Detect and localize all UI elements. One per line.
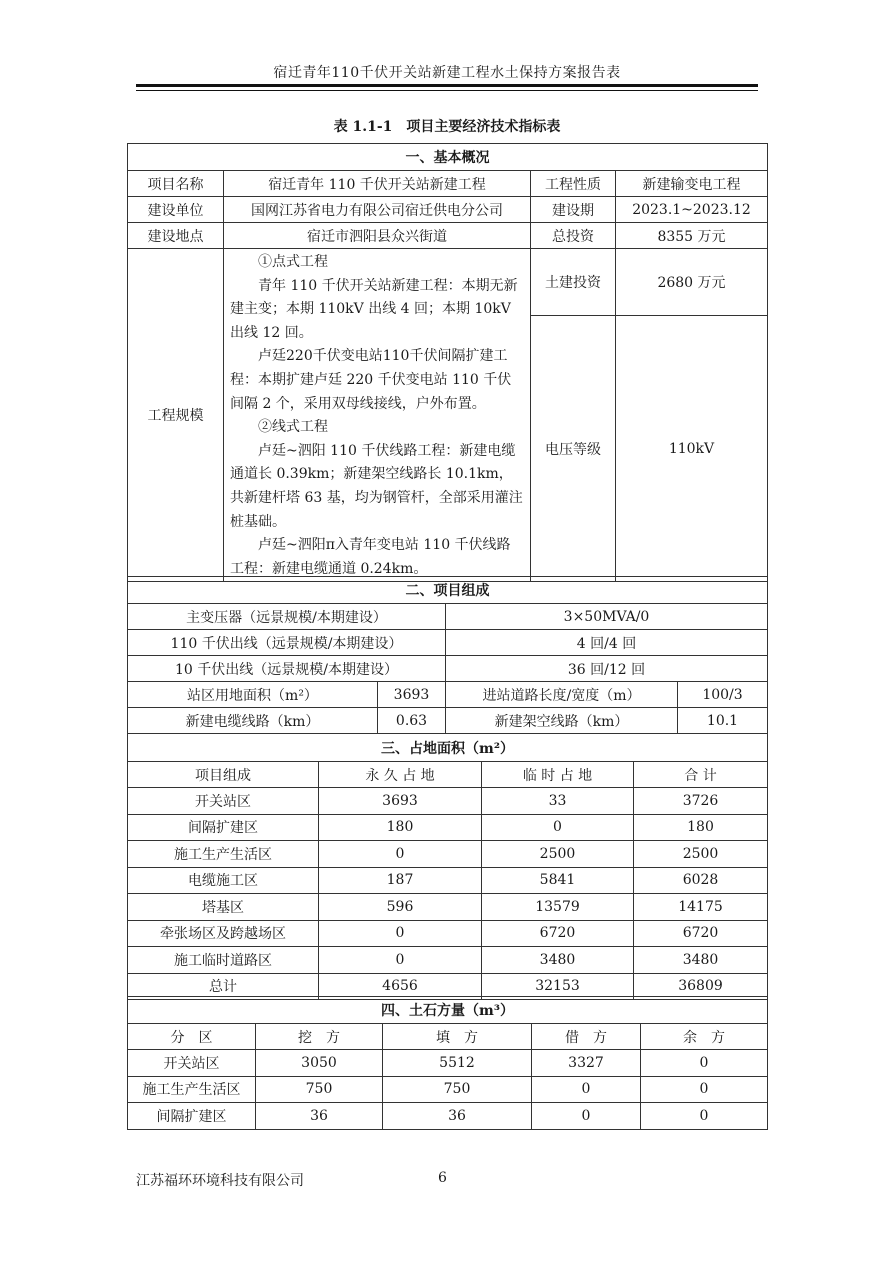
table-row — [128, 1050, 768, 1077]
label-cell: 工程规模 — [128, 249, 224, 582]
table-row — [128, 1103, 768, 1130]
label-cell: 总投资 — [531, 223, 616, 249]
value-cell: 4 回/4 回 — [446, 630, 768, 656]
basic-overview-table — [127, 143, 768, 582]
table-cell: 0 — [532, 1103, 641, 1130]
scale-para: ①点式工程 — [258, 254, 328, 270]
column-header: 项目组成 — [128, 762, 319, 788]
table-row — [128, 656, 768, 682]
table-cell: 施工生产生活区 — [128, 1076, 256, 1103]
page-header: 宿迁青年110千伏开关站新建工程水土保持方案报告表 — [273, 65, 621, 81]
table-cell: 3726 — [634, 788, 768, 815]
table-cell: 0 — [319, 920, 482, 947]
value-cell: 宿迁青年 110 千伏开关站新建工程 — [224, 171, 531, 197]
header-rule-thick — [136, 84, 758, 87]
table-cell: 36 — [383, 1103, 532, 1130]
table-cell: 0 — [641, 1103, 768, 1130]
table-cell: 塔基区 — [128, 894, 319, 921]
scale-para: ②线式工程 — [258, 419, 328, 436]
table-cell: 2500 — [634, 841, 768, 868]
table-cell: 32153 — [482, 973, 634, 1000]
table-cell: 间隔扩建区 — [128, 1103, 256, 1130]
value-cell: 2023.1~2023.12 — [616, 197, 768, 223]
value-cell: 国网江苏省电力有限公司宿迁供电分公司 — [224, 197, 531, 223]
value-cell: 10.1 — [678, 708, 768, 734]
land-occupation-table — [127, 733, 768, 1000]
label-cell: 建设期 — [531, 197, 616, 223]
label-cell: 新建架空线路（km） — [446, 708, 678, 734]
table-cell: 3050 — [256, 1050, 383, 1077]
header-rule-thin — [136, 90, 758, 91]
table-row — [128, 894, 768, 921]
value-cell: 0.63 — [378, 708, 446, 734]
label-cell: 站区用地面积（m²） — [128, 682, 378, 708]
table-cell: 施工生产生活区 — [128, 841, 319, 868]
label-cell: 建设单位 — [128, 197, 224, 223]
scale-description — [224, 249, 531, 582]
section-title: 一、基本概况 — [128, 144, 768, 171]
label-cell: 建设地点 — [128, 223, 224, 249]
label-cell: 进站道路长度/宽度（m） — [446, 682, 678, 708]
section-title: 三、占地面积（m²） — [128, 734, 768, 762]
table-cell: 14175 — [634, 894, 768, 921]
table-cell: 总计 — [128, 973, 319, 1000]
value-cell: 110kV — [616, 316, 768, 582]
column-header: 余 方 — [641, 1024, 768, 1050]
table-cell: 施工临时道路区 — [128, 947, 319, 974]
table-cell: 187 — [319, 867, 482, 894]
table-cell: 3480 — [634, 947, 768, 974]
table-row — [128, 920, 768, 947]
section-title: 四、土石方量（m³） — [128, 997, 768, 1024]
table-cell: 0 — [532, 1076, 641, 1103]
label-cell: 项目名称 — [128, 171, 224, 197]
column-header: 填 方 — [383, 1024, 532, 1050]
column-header: 挖 方 — [256, 1024, 383, 1050]
table-header-row — [128, 762, 768, 788]
label-cell: 主变压器（远景规模/本期建设） — [128, 604, 446, 630]
page-number: 6 — [438, 1170, 447, 1186]
table-cell: 6720 — [634, 920, 768, 947]
table-cell: 3693 — [319, 788, 482, 815]
table-row — [128, 708, 768, 734]
value-cell: 2680 万元 — [616, 249, 768, 316]
label-cell: 110 千伏出线（远景规模/本期建设） — [128, 630, 446, 656]
column-header: 合 计 — [634, 762, 768, 788]
table-caption: 表 1.1-1 项目主要经济技术指标表 — [333, 119, 561, 135]
table-cell: 5512 — [383, 1050, 532, 1077]
column-header: 永 久 占 地 — [319, 762, 482, 788]
table-cell: 0 — [641, 1076, 768, 1103]
table-cell: 6028 — [634, 867, 768, 894]
table-cell: 180 — [634, 814, 768, 841]
table-cell: 间隔扩建区 — [128, 814, 319, 841]
table-cell: 33 — [482, 788, 634, 815]
table-cell: 36809 — [634, 973, 768, 1000]
table-cell: 750 — [256, 1076, 383, 1103]
table-row — [128, 604, 768, 630]
value-cell: 8355 万元 — [616, 223, 768, 249]
table-row — [128, 947, 768, 974]
table-row — [128, 630, 768, 656]
table-cell: 0 — [319, 947, 482, 974]
project-composition-table — [127, 576, 768, 734]
value-cell: 3693 — [378, 682, 446, 708]
scale-para: 卢廷220千伏变电站110千伏间隔扩建工程：本期扩建卢廷 220 千伏变电站 110 千伏间隔 2 个，采用双母线接线，户外布置。 — [230, 348, 512, 412]
label-cell: 土建投资 — [531, 249, 616, 316]
table-cell: 5841 — [482, 867, 634, 894]
footer-company: 江苏福环环境科技有限公司 — [136, 1173, 304, 1189]
table-row — [128, 197, 768, 223]
table-cell: 电缆施工区 — [128, 867, 319, 894]
table-cell: 开关站区 — [128, 1050, 256, 1077]
table-header-row — [128, 1024, 768, 1050]
scale-para: 卢廷~泗阳 110 千伏线路工程：新建电缆通道长 0.39km；新建架空线路长 10.1km，共新建杆塔 63 基，均为钢管杆，全部采用灌注桩基础。 — [230, 442, 523, 530]
value-cell: 新建输变电工程 — [616, 171, 768, 197]
value-cell: 宿迁市泗阳县众兴街道 — [224, 223, 531, 249]
table-cell: 2500 — [482, 841, 634, 868]
table-cell: 180 — [319, 814, 482, 841]
table-row — [128, 867, 768, 894]
value-cell: 36 回/12 回 — [446, 656, 768, 682]
table-cell: 0 — [482, 814, 634, 841]
table-cell: 开关站区 — [128, 788, 319, 815]
table-row — [128, 682, 768, 708]
label-cell: 新建电缆线路（km） — [128, 708, 378, 734]
table-cell: 750 — [383, 1076, 532, 1103]
column-header: 借 方 — [532, 1024, 641, 1050]
label-cell: 工程性质 — [531, 171, 616, 197]
table-row — [128, 841, 768, 868]
table-row — [128, 1076, 768, 1103]
table-cell: 6720 — [482, 920, 634, 947]
table-cell: 0 — [319, 841, 482, 868]
table-cell: 0 — [641, 1050, 768, 1077]
scale-para: 青年 110 千伏开关站新建工程：本期无新建主变；本期 110kV 出线 4 回；本期 10kV 出线 12 回。 — [230, 277, 518, 341]
table-cell: 36 — [256, 1103, 383, 1130]
table-cell: 牵张场区及跨越场区 — [128, 920, 319, 947]
column-header: 分 区 — [128, 1024, 256, 1050]
table-row — [128, 223, 768, 249]
value-cell: 100/3 — [678, 682, 768, 708]
table-cell: 3327 — [532, 1050, 641, 1077]
table-cell: 3480 — [482, 947, 634, 974]
table-cell: 4656 — [319, 973, 482, 1000]
value-cell: 3×50MVA/0 — [446, 604, 768, 630]
section-title: 二、项目组成 — [128, 577, 768, 604]
table-cell: 13579 — [482, 894, 634, 921]
earthwork-table — [127, 996, 768, 1130]
label-cell: 10 千伏出线（远景规模/本期建设） — [128, 656, 446, 682]
table-row — [128, 814, 768, 841]
scale-para: 卢廷~泗阳π入青年变电站 110 千伏线路工程：新建电缆通道 0.24km。 — [230, 537, 511, 577]
label-cell: 电压等级 — [531, 316, 616, 582]
table-cell: 596 — [319, 894, 482, 921]
table-row — [128, 171, 768, 197]
column-header: 临 时 占 地 — [482, 762, 634, 788]
table-row — [128, 788, 768, 815]
